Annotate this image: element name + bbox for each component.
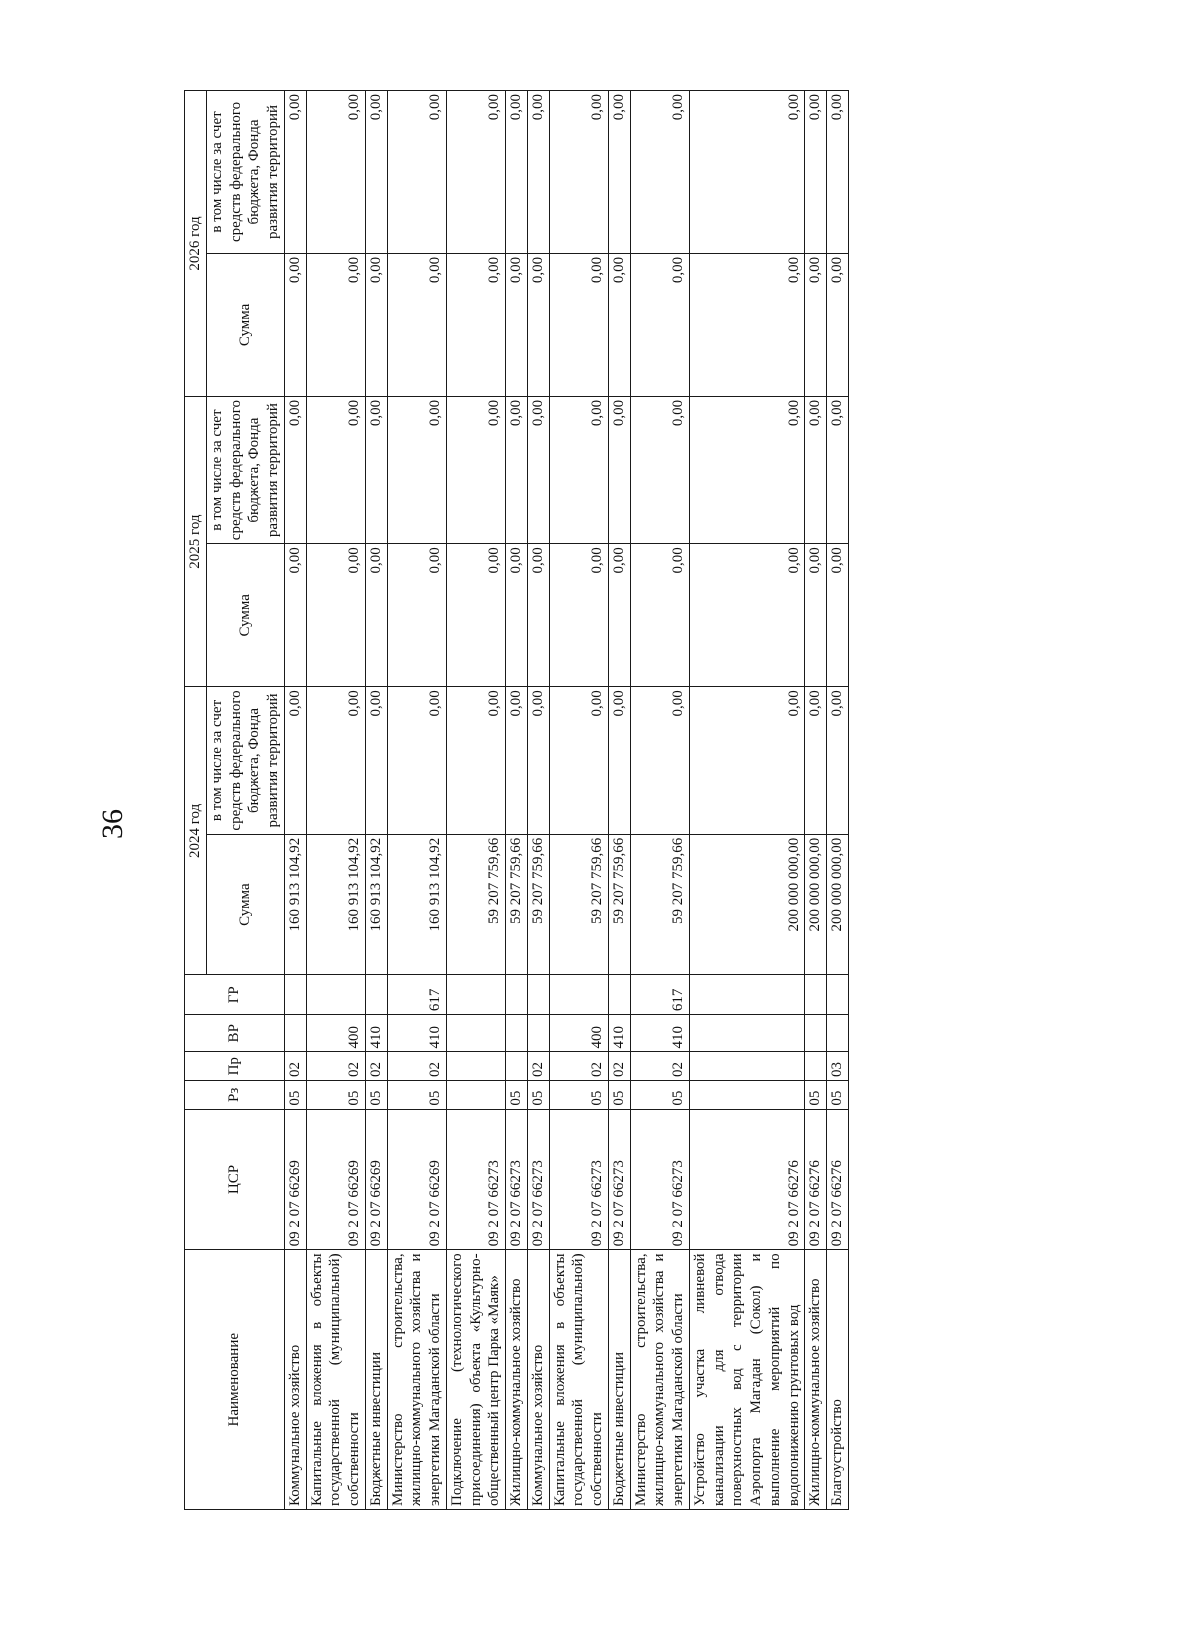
cell-csr: 09 2 07 66269 bbox=[387, 1109, 446, 1250]
header-sum-2025: Сумма bbox=[206, 544, 284, 687]
cell-fed-2025: 0,00 bbox=[365, 396, 387, 543]
cell-gr bbox=[608, 975, 630, 1015]
header-year-2026: 2026 год bbox=[185, 91, 207, 397]
header-vr: ВР bbox=[185, 1015, 285, 1052]
header-csr: ЦСР bbox=[185, 1109, 285, 1250]
table-row bbox=[630, 91, 689, 1510]
cell-fed-2024: 0,00 bbox=[306, 687, 365, 834]
cell-sum-2025: 0,00 bbox=[387, 544, 446, 687]
cell-csr: 09 2 07 66269 bbox=[365, 1109, 387, 1250]
cell-vr bbox=[827, 1015, 849, 1052]
cell-sum-2025: 0,00 bbox=[689, 544, 805, 687]
header-gr: ГР bbox=[185, 975, 285, 1015]
cell-rz: 05 bbox=[506, 1081, 528, 1110]
cell-vr: 400 bbox=[549, 1015, 608, 1052]
cell-fed-2024: 0,00 bbox=[827, 687, 849, 834]
cell-sum-2025: 0,00 bbox=[284, 544, 306, 687]
cell-csr: 09 2 07 66273 bbox=[608, 1109, 630, 1250]
cell-name: Устройство участка ливневой канализации для отвода поверхностных вод с территории Аэропорта Магадан (Сокол) и выполнение мероприятий по водопонижению грунтовых вод bbox=[689, 1250, 805, 1510]
cell-name: Жилищно-коммунальное хозяйство bbox=[805, 1250, 827, 1510]
cell-fed-2024: 0,00 bbox=[630, 687, 689, 834]
cell-pr: 02 bbox=[387, 1052, 446, 1081]
cell-vr: 400 bbox=[306, 1015, 365, 1052]
cell-rz: 05 bbox=[827, 1081, 849, 1110]
cell-vr: 410 bbox=[608, 1015, 630, 1052]
cell-fed-2024: 0,00 bbox=[527, 687, 549, 834]
cell-fed-2024: 0,00 bbox=[689, 687, 805, 834]
cell-fed-2026: 0,00 bbox=[284, 91, 306, 254]
cell-fed-2026: 0,00 bbox=[306, 91, 365, 254]
cell-pr: 02 bbox=[608, 1052, 630, 1081]
cell-name: Благоустройство bbox=[827, 1250, 849, 1510]
table-row bbox=[689, 91, 805, 1510]
header-year-2024: 2024 год bbox=[185, 687, 207, 975]
cell-gr bbox=[805, 975, 827, 1015]
cell-fed-2026: 0,00 bbox=[608, 91, 630, 254]
cell-sum-2026: 0,00 bbox=[506, 253, 528, 396]
cell-gr: 617 bbox=[630, 975, 689, 1015]
cell-sum-2024: 59 207 759,66 bbox=[608, 834, 630, 975]
cell-csr: 09 2 07 66269 bbox=[306, 1109, 365, 1250]
cell-sum-2024: 59 207 759,66 bbox=[549, 834, 608, 975]
cell-name: Министерство строительства, жилищно-коммунального хозяйства и энергетики Магаданской области bbox=[387, 1250, 446, 1510]
cell-vr: 410 bbox=[630, 1015, 689, 1052]
cell-pr: 02 bbox=[527, 1052, 549, 1081]
cell-vr: 410 bbox=[365, 1015, 387, 1052]
header-fed-2025: в том числе за счет средств федерального бюджета, Фонда развития территорий bbox=[206, 396, 284, 543]
cell-sum-2024: 160 913 104,92 bbox=[284, 834, 306, 975]
cell-sum-2026: 0,00 bbox=[608, 253, 630, 396]
cell-sum-2025: 0,00 bbox=[827, 544, 849, 687]
cell-name: Бюджетные инвестиции bbox=[608, 1250, 630, 1510]
cell-fed-2025: 0,00 bbox=[527, 396, 549, 543]
cell-csr: 09 2 07 66276 bbox=[689, 1109, 805, 1250]
cell-fed-2024: 0,00 bbox=[805, 687, 827, 834]
cell-fed-2025: 0,00 bbox=[284, 396, 306, 543]
cell-fed-2025: 0,00 bbox=[608, 396, 630, 543]
cell-vr bbox=[805, 1015, 827, 1052]
header-name: Наименование bbox=[185, 1250, 285, 1510]
cell-gr bbox=[506, 975, 528, 1015]
cell-sum-2026: 0,00 bbox=[630, 253, 689, 396]
cell-sum-2024: 160 913 104,92 bbox=[387, 834, 446, 975]
cell-sum-2025: 0,00 bbox=[630, 544, 689, 687]
page-number: 36 bbox=[96, 809, 129, 839]
cell-rz: 05 bbox=[284, 1081, 306, 1110]
cell-csr: 09 2 07 66273 bbox=[506, 1109, 528, 1250]
cell-fed-2026: 0,00 bbox=[549, 91, 608, 254]
cell-name: Министерство строительства, жилищно-коммунального хозяйства и энергетики Магаданской области bbox=[630, 1250, 689, 1510]
cell-sum-2024: 160 913 104,92 bbox=[306, 834, 365, 975]
cell-fed-2025: 0,00 bbox=[630, 396, 689, 543]
cell-sum-2026: 0,00 bbox=[365, 253, 387, 396]
cell-sum-2026: 0,00 bbox=[387, 253, 446, 396]
cell-fed-2025: 0,00 bbox=[827, 396, 849, 543]
cell-fed-2026: 0,00 bbox=[527, 91, 549, 254]
cell-rz: 05 bbox=[306, 1081, 365, 1110]
table-body bbox=[284, 91, 848, 1510]
cell-csr: 09 2 07 66276 bbox=[805, 1109, 827, 1250]
table-row bbox=[306, 91, 365, 1510]
cell-sum-2025: 0,00 bbox=[306, 544, 365, 687]
cell-gr bbox=[446, 975, 505, 1015]
table-row bbox=[446, 91, 505, 1510]
cell-fed-2024: 0,00 bbox=[549, 687, 608, 834]
cell-sum-2025: 0,00 bbox=[608, 544, 630, 687]
cell-vr bbox=[527, 1015, 549, 1052]
cell-rz: 05 bbox=[365, 1081, 387, 1110]
cell-sum-2026: 0,00 bbox=[446, 253, 505, 396]
cell-fed-2026: 0,00 bbox=[827, 91, 849, 254]
cell-rz bbox=[446, 1081, 505, 1110]
cell-vr bbox=[506, 1015, 528, 1052]
cell-vr: 410 bbox=[387, 1015, 446, 1052]
cell-gr: 617 bbox=[387, 975, 446, 1015]
cell-sum-2024: 59 207 759,66 bbox=[506, 834, 528, 975]
table-row bbox=[549, 91, 608, 1510]
cell-fed-2024: 0,00 bbox=[387, 687, 446, 834]
cell-sum-2024: 59 207 759,66 bbox=[630, 834, 689, 975]
cell-rz: 05 bbox=[387, 1081, 446, 1110]
cell-gr bbox=[365, 975, 387, 1015]
cell-fed-2026: 0,00 bbox=[446, 91, 505, 254]
cell-sum-2026: 0,00 bbox=[689, 253, 805, 396]
table-row bbox=[284, 91, 306, 1510]
cell-gr bbox=[689, 975, 805, 1015]
cell-name: Подключение (технологического присоединения) объекта «Культурно-общественный центр Парка «Маяк» bbox=[446, 1250, 505, 1510]
cell-fed-2026: 0,00 bbox=[630, 91, 689, 254]
cell-fed-2024: 0,00 bbox=[608, 687, 630, 834]
rotated-table-container bbox=[184, 90, 1114, 1510]
cell-gr bbox=[306, 975, 365, 1015]
header-sum-2026: Сумма bbox=[206, 253, 284, 396]
cell-rz: 05 bbox=[608, 1081, 630, 1110]
cell-sum-2025: 0,00 bbox=[506, 544, 528, 687]
cell-fed-2026: 0,00 bbox=[387, 91, 446, 254]
cell-sum-2025: 0,00 bbox=[805, 544, 827, 687]
cell-sum-2024: 200 000 000,00 bbox=[805, 834, 827, 975]
cell-sum-2026: 0,00 bbox=[805, 253, 827, 396]
cell-sum-2024: 200 000 000,00 bbox=[689, 834, 805, 975]
cell-sum-2024: 59 207 759,66 bbox=[527, 834, 549, 975]
cell-vr bbox=[284, 1015, 306, 1052]
cell-sum-2024: 160 913 104,92 bbox=[365, 834, 387, 975]
cell-csr: 09 2 07 66273 bbox=[549, 1109, 608, 1250]
cell-csr: 09 2 07 66269 bbox=[284, 1109, 306, 1250]
cell-gr bbox=[827, 975, 849, 1015]
table-header bbox=[185, 91, 285, 1510]
cell-name: Капитальные вложения в объекты государственной (муниципальной) собственности bbox=[306, 1250, 365, 1510]
cell-pr bbox=[689, 1052, 805, 1081]
header-sum-2024: Сумма bbox=[206, 834, 284, 975]
cell-pr bbox=[506, 1052, 528, 1081]
cell-vr bbox=[689, 1015, 805, 1052]
cell-sum-2026: 0,00 bbox=[827, 253, 849, 396]
cell-sum-2025: 0,00 bbox=[527, 544, 549, 687]
cell-sum-2026: 0,00 bbox=[549, 253, 608, 396]
header-year-2025: 2025 год bbox=[185, 396, 207, 686]
cell-fed-2026: 0,00 bbox=[506, 91, 528, 254]
cell-sum-2026: 0,00 bbox=[284, 253, 306, 396]
cell-sum-2026: 0,00 bbox=[527, 253, 549, 396]
cell-name: Капитальные вложения в объекты государственной (муниципальной) собственности bbox=[549, 1250, 608, 1510]
table-row bbox=[608, 91, 630, 1510]
table-row bbox=[506, 91, 528, 1510]
cell-rz: 05 bbox=[549, 1081, 608, 1110]
cell-fed-2025: 0,00 bbox=[306, 396, 365, 543]
cell-fed-2025: 0,00 bbox=[805, 396, 827, 543]
cell-name: Бюджетные инвестиции bbox=[365, 1250, 387, 1510]
cell-fed-2025: 0,00 bbox=[446, 396, 505, 543]
budget-table bbox=[184, 90, 849, 1510]
table-row bbox=[805, 91, 827, 1510]
cell-sum-2025: 0,00 bbox=[446, 544, 505, 687]
cell-pr: 03 bbox=[827, 1052, 849, 1081]
cell-pr bbox=[446, 1052, 505, 1081]
table-row bbox=[365, 91, 387, 1510]
cell-pr: 02 bbox=[549, 1052, 608, 1081]
cell-fed-2025: 0,00 bbox=[387, 396, 446, 543]
cell-csr: 09 2 07 66273 bbox=[630, 1109, 689, 1250]
cell-sum-2025: 0,00 bbox=[549, 544, 608, 687]
header-fed-2024: в том числе за счет средств федерального бюджета, Фонда развития территорий bbox=[206, 687, 284, 834]
cell-fed-2025: 0,00 bbox=[689, 396, 805, 543]
cell-sum-2026: 0,00 bbox=[306, 253, 365, 396]
cell-fed-2024: 0,00 bbox=[446, 687, 505, 834]
cell-rz: 05 bbox=[630, 1081, 689, 1110]
cell-fed-2024: 0,00 bbox=[506, 687, 528, 834]
cell-pr: 02 bbox=[306, 1052, 365, 1081]
cell-fed-2025: 0,00 bbox=[549, 396, 608, 543]
cell-pr: 02 bbox=[365, 1052, 387, 1081]
header-rz: Рз bbox=[185, 1081, 285, 1110]
table-row bbox=[387, 91, 446, 1510]
cell-name: Коммунальное хозяйство bbox=[284, 1250, 306, 1510]
table-row bbox=[527, 91, 549, 1510]
cell-pr bbox=[805, 1052, 827, 1081]
cell-csr: 09 2 07 66273 bbox=[446, 1109, 505, 1250]
cell-rz: 05 bbox=[527, 1081, 549, 1110]
cell-gr bbox=[284, 975, 306, 1015]
cell-sum-2024: 200 000 000,00 bbox=[827, 834, 849, 975]
header-row-years bbox=[185, 91, 207, 1510]
cell-rz bbox=[689, 1081, 805, 1110]
cell-gr bbox=[549, 975, 608, 1015]
cell-name: Жилищно-коммунальное хозяйство bbox=[506, 1250, 528, 1510]
cell-fed-2024: 0,00 bbox=[284, 687, 306, 834]
header-fed-2026: в том числе за счет средств федерального бюджета, Фонда развития территорий bbox=[206, 91, 284, 254]
cell-sum-2024: 59 207 759,66 bbox=[446, 834, 505, 975]
cell-rz: 05 bbox=[805, 1081, 827, 1110]
cell-vr bbox=[446, 1015, 505, 1052]
header-pr: Пр bbox=[185, 1052, 285, 1081]
cell-fed-2025: 0,00 bbox=[506, 396, 528, 543]
cell-pr: 02 bbox=[284, 1052, 306, 1081]
cell-csr: 09 2 07 66273 bbox=[527, 1109, 549, 1250]
table-row bbox=[827, 91, 849, 1510]
cell-gr bbox=[527, 975, 549, 1015]
cell-fed-2026: 0,00 bbox=[365, 91, 387, 254]
cell-sum-2025: 0,00 bbox=[365, 544, 387, 687]
cell-name: Коммунальное хозяйство bbox=[527, 1250, 549, 1510]
cell-fed-2026: 0,00 bbox=[805, 91, 827, 254]
cell-pr: 02 bbox=[630, 1052, 689, 1081]
cell-csr: 09 2 07 66276 bbox=[827, 1109, 849, 1250]
cell-fed-2024: 0,00 bbox=[365, 687, 387, 834]
cell-fed-2026: 0,00 bbox=[689, 91, 805, 254]
